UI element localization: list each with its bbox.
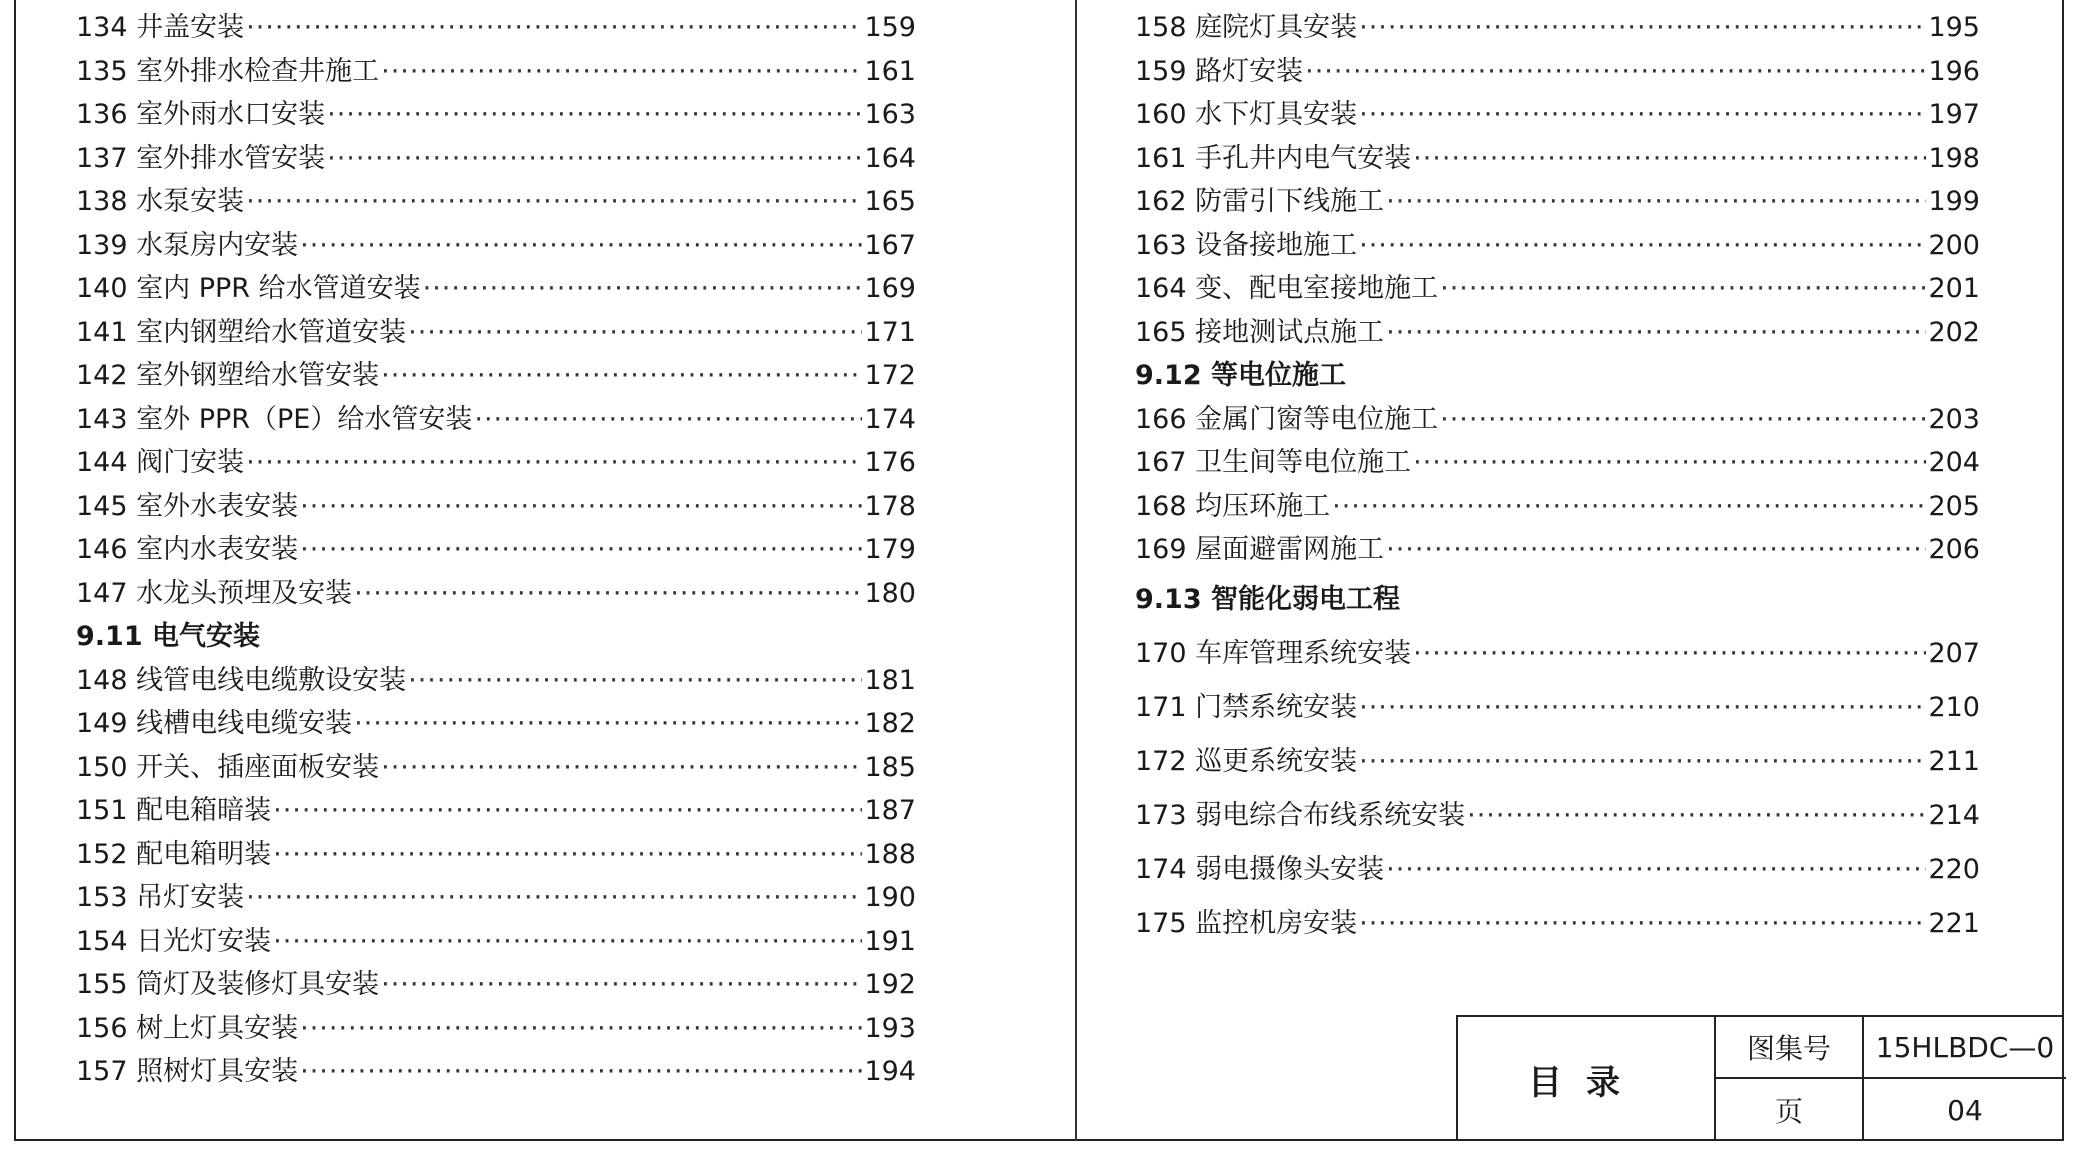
toc-leader-dots	[354, 702, 862, 746]
toc-entry[interactable]	[76, 963, 916, 1007]
atlas-number-label: 图集号	[1716, 1017, 1864, 1079]
toc-entry-label: 149 线槽电线电缆安装	[76, 708, 353, 739]
section-heading-low-voltage: 9.13 智能化弱电工程	[1135, 583, 1401, 615]
toc-entry-label: 151 配电箱暗装	[76, 795, 272, 826]
toc-entry[interactable]	[76, 311, 916, 355]
toc-entry-page: 197	[1928, 99, 1980, 130]
toc-leader-dots	[474, 398, 862, 442]
toc-leader-dots	[300, 485, 862, 529]
toc-entry-page: 195	[1928, 12, 1980, 43]
toc-entry-label: 144 阀门安装	[76, 447, 245, 478]
toc-leader-dots	[1413, 137, 1926, 181]
toc-entry-label: 157 照树灯具安装	[76, 1056, 299, 1087]
toc-entry[interactable]	[1135, 180, 1980, 224]
toc-entry[interactable]	[1135, 398, 1980, 442]
toc-entry-label: 145 室外水表安装	[76, 490, 299, 522]
toc-leader-dots	[327, 137, 862, 181]
toc-leader-dots	[1332, 485, 1926, 529]
toc-leader-dots	[273, 833, 862, 877]
toc-entry[interactable]	[1135, 735, 1980, 789]
toc-entry-page: 193	[864, 1012, 916, 1044]
toc-leader-dots	[1386, 311, 1926, 355]
toc-entry-label: 143 室外 PPR（PE）给水管安装	[76, 403, 473, 435]
toc-entry-page: 180	[864, 577, 916, 609]
toc-entry-page: 207	[1928, 638, 1980, 669]
toc-entry-label: 155 筒灯及装修灯具安装	[76, 969, 380, 1000]
toc-leader-dots	[1359, 93, 1926, 137]
toc-leader-dots	[381, 354, 862, 398]
toc-leader-dots	[1305, 50, 1926, 94]
toc-entry-page: 205	[1928, 490, 1980, 522]
toc-entry-page: 161	[864, 55, 916, 87]
toc-entry[interactable]	[1135, 137, 1980, 181]
toc-leader-dots	[1467, 789, 1926, 843]
toc-entry-page: 203	[1928, 403, 1980, 435]
toc-leader-dots	[354, 572, 862, 616]
toc-entry[interactable]	[76, 702, 916, 746]
toc-entry-page: 178	[864, 490, 916, 522]
section-heading-electrical: 9.11 电气安装	[76, 621, 261, 652]
toc-entry-label: 169 屋面避雷网施工	[1135, 534, 1385, 565]
toc-entry-label: 164 变、配电室接地施工	[1135, 273, 1439, 304]
toc-leader-dots	[246, 441, 862, 485]
toc-entry-label: 136 室外雨水口安装	[76, 99, 326, 130]
toc-entry-label: 139 水泵房内安装	[76, 229, 299, 261]
toc-leader-dots	[423, 267, 863, 311]
toc-entry-page: 191	[864, 925, 916, 957]
toc-entry-label: 168 均压环施工	[1135, 490, 1331, 522]
toc-entry-page: 187	[864, 795, 916, 826]
section-heading-equipotential: 9.12 等电位施工	[1135, 360, 1347, 391]
toc-entry-label: 137 室外排水管安装	[76, 142, 326, 174]
toc-leader-dots	[381, 963, 862, 1007]
toc-entry-page: 201	[1928, 273, 1980, 304]
title-block	[1456, 1015, 2064, 1141]
toc-leader-dots	[1440, 398, 1926, 442]
toc-entry[interactable]	[76, 659, 916, 703]
toc-entry[interactable]	[76, 398, 916, 442]
toc-entry[interactable]	[1135, 267, 1980, 311]
toc-entry[interactable]	[76, 1007, 916, 1051]
toc-entry[interactable]	[76, 528, 916, 572]
toc-entry[interactable]	[76, 6, 916, 50]
toc-entry-label: 171 门禁系统安装	[1135, 692, 1358, 723]
toc-entry-page: 200	[1928, 229, 1980, 261]
toc-entry-label: 135 室外排水检查井施工	[76, 55, 380, 87]
toc-leader-dots	[1359, 681, 1926, 735]
toc-entry-page: 159	[864, 12, 916, 43]
toc-entry[interactable]	[76, 267, 916, 311]
toc-entry-page: 210	[1928, 692, 1980, 723]
toc-entry-label: 140 室内 PPR 给水管道安装	[76, 273, 421, 304]
toc-entry[interactable]	[1135, 627, 1980, 681]
toc-group-water	[76, 6, 916, 615]
toc-group-electrical	[76, 659, 916, 1094]
toc-entry-label: 156 树上灯具安装	[76, 1012, 299, 1044]
toc-leader-dots	[1413, 627, 1926, 681]
toc-entry[interactable]	[76, 746, 916, 790]
toc-entry[interactable]	[76, 920, 916, 964]
toc-entry-label: 150 开关、插座面板安装	[76, 751, 380, 783]
toc-entry-page: 171	[864, 316, 916, 348]
toc-entry-label: 158 庭院灯具安装	[1135, 12, 1358, 43]
toc-entry[interactable]	[1135, 789, 1980, 843]
toc-leader-dots	[300, 528, 862, 572]
toc-entry-page: 220	[1928, 854, 1980, 885]
toc-entry-page: 176	[864, 447, 916, 478]
toc-entry[interactable]	[1135, 6, 1980, 50]
toc-entry-page: 185	[864, 751, 916, 783]
toc-entry-page: 196	[1928, 55, 1980, 87]
toc-entry-page: 188	[864, 838, 916, 870]
toc-right-column	[1135, 6, 1980, 951]
toc-entry-label: 173 弱电综合布线系统安装	[1135, 800, 1466, 831]
toc-entry-label: 146 室内水表安装	[76, 534, 299, 565]
toc-entry[interactable]	[1135, 93, 1980, 137]
toc-entry[interactable]	[76, 876, 916, 920]
toc-entry-page: 179	[864, 534, 916, 565]
toc-leader-dots	[246, 180, 862, 224]
toc-entry[interactable]	[76, 354, 916, 398]
toc-entry-label: 142 室外钢塑给水管安装	[76, 360, 380, 391]
toc-leader-dots	[300, 1007, 862, 1051]
toc-leader-dots	[381, 50, 862, 94]
toc-entry-page: 214	[1928, 800, 1980, 831]
toc-entry-page: 204	[1928, 447, 1980, 478]
toc-entry[interactable]	[1135, 843, 1980, 897]
toc-entry-label: 138 水泵安装	[76, 186, 245, 217]
toc-entry-label: 174 弱电摄像头安装	[1135, 854, 1385, 885]
toc-entry-page: 163	[864, 99, 916, 130]
toc-entry[interactable]	[1135, 485, 1980, 529]
toc-entry-label: 154 日光灯安装	[76, 925, 272, 957]
toc-entry-page: 198	[1928, 142, 1980, 174]
toc-entry-label: 170 车库管理系统安装	[1135, 638, 1412, 669]
toc-entry-page: 182	[864, 708, 916, 739]
toc-entry[interactable]	[1135, 50, 1980, 94]
toc-entry-page: 211	[1928, 746, 1980, 777]
toc-leader-dots	[1386, 528, 1926, 572]
toc-entry-page: 174	[864, 403, 916, 435]
toc-leader-dots	[408, 311, 862, 355]
toc-entry-page: 167	[864, 229, 916, 261]
toc-entry-label: 172 巡更系统安装	[1135, 746, 1358, 777]
toc-entry[interactable]	[76, 180, 916, 224]
toc-entry-page: 194	[864, 1056, 916, 1087]
toc-entry-page: 169	[864, 273, 916, 304]
toc-entry-label: 159 路灯安装	[1135, 55, 1304, 87]
toc-entry-page: 202	[1928, 316, 1980, 348]
page-number-value: 04	[1947, 1093, 1983, 1127]
toc-entry-page: 181	[864, 664, 916, 696]
toc-entry[interactable]	[76, 833, 916, 877]
toc-entry[interactable]	[1135, 224, 1980, 268]
toc-entry-label: 160 水下灯具安装	[1135, 99, 1358, 130]
toc-entry-label: 152 配电箱明装	[76, 838, 272, 870]
toc-leader-dots	[1359, 6, 1926, 50]
toc-entry[interactable]	[76, 93, 916, 137]
toc-left-column	[76, 6, 916, 1094]
toc-entry-label: 147 水龙头预埋及安装	[76, 577, 353, 609]
toc-leader-dots	[300, 224, 862, 268]
toc-entry[interactable]	[76, 224, 916, 268]
toc-entry-label: 163 设备接地施工	[1135, 229, 1358, 261]
toc-entry[interactable]	[1135, 528, 1980, 572]
toc-leader-dots	[246, 876, 862, 920]
toc-entry[interactable]	[76, 789, 916, 833]
column-divider	[1075, 0, 1077, 1141]
toc-leader-dots	[327, 93, 862, 137]
toc-entry-label: 166 金属门窗等电位施工	[1135, 403, 1439, 435]
toc-leader-dots	[1440, 267, 1926, 311]
toc-group-electrical-continued	[1135, 6, 1980, 354]
toc-entry-page: 199	[1928, 186, 1980, 217]
toc-leader-dots	[1386, 843, 1926, 897]
toc-entry[interactable]	[1135, 897, 1980, 951]
page-label: 页	[1716, 1079, 1864, 1141]
toc-entry-page: 192	[864, 969, 916, 1000]
toc-entry-label: 148 线管电线电缆敷设安装	[76, 664, 407, 696]
toc-leader-dots	[1386, 180, 1926, 224]
toc-leader-dots	[1359, 224, 1926, 268]
atlas-number-value: 15HLBDC—0	[1864, 1017, 2066, 1079]
toc-entry-page: 190	[864, 882, 916, 913]
toc-entry-page: 165	[864, 186, 916, 217]
toc-entry-page: 221	[1928, 908, 1980, 939]
toc-leader-dots	[1359, 735, 1926, 789]
toc-entry-label: 165 接地测试点施工	[1135, 316, 1385, 348]
toc-entry[interactable]	[76, 1050, 916, 1094]
toc-entry[interactable]	[1135, 681, 1980, 735]
toc-leader-dots	[408, 659, 862, 703]
toc-entry-label: 175 监控机房安装	[1135, 908, 1358, 939]
toc-entry-label: 141 室内钢塑给水管道安装	[76, 316, 407, 348]
toc-entry-label: 161 手孔井内电气安装	[1135, 142, 1412, 174]
toc-leader-dots	[1359, 897, 1926, 951]
toc-leader-dots	[381, 746, 862, 790]
toc-leader-dots	[273, 789, 862, 833]
toc-entry[interactable]	[1135, 311, 1980, 355]
title-block-title: 目录	[1458, 1017, 1716, 1141]
toc-entry-label: 153 吊灯安装	[76, 882, 245, 913]
toc-group-low-voltage	[1135, 627, 1980, 951]
toc-entry[interactable]	[76, 485, 916, 529]
toc-leader-dots	[300, 1050, 862, 1094]
toc-entry-label: 134 井盖安装	[76, 12, 245, 43]
toc-entry[interactable]	[76, 572, 916, 616]
toc-entry-page: 172	[864, 360, 916, 391]
toc-entry-page: 206	[1928, 534, 1980, 565]
toc-entry-label: 162 防雷引下线施工	[1135, 186, 1385, 217]
toc-leader-dots	[1413, 441, 1926, 485]
toc-group-equipotential	[1135, 398, 1980, 572]
toc-entry[interactable]	[1135, 441, 1980, 485]
toc-leader-dots	[246, 6, 862, 50]
toc-entry-page: 164	[864, 142, 916, 174]
toc-entry[interactable]	[76, 441, 916, 485]
toc-entry[interactable]	[76, 137, 916, 181]
toc-entry[interactable]	[76, 50, 916, 94]
toc-leader-dots	[273, 920, 862, 964]
toc-entry-label: 167 卫生间等电位施工	[1135, 447, 1412, 478]
